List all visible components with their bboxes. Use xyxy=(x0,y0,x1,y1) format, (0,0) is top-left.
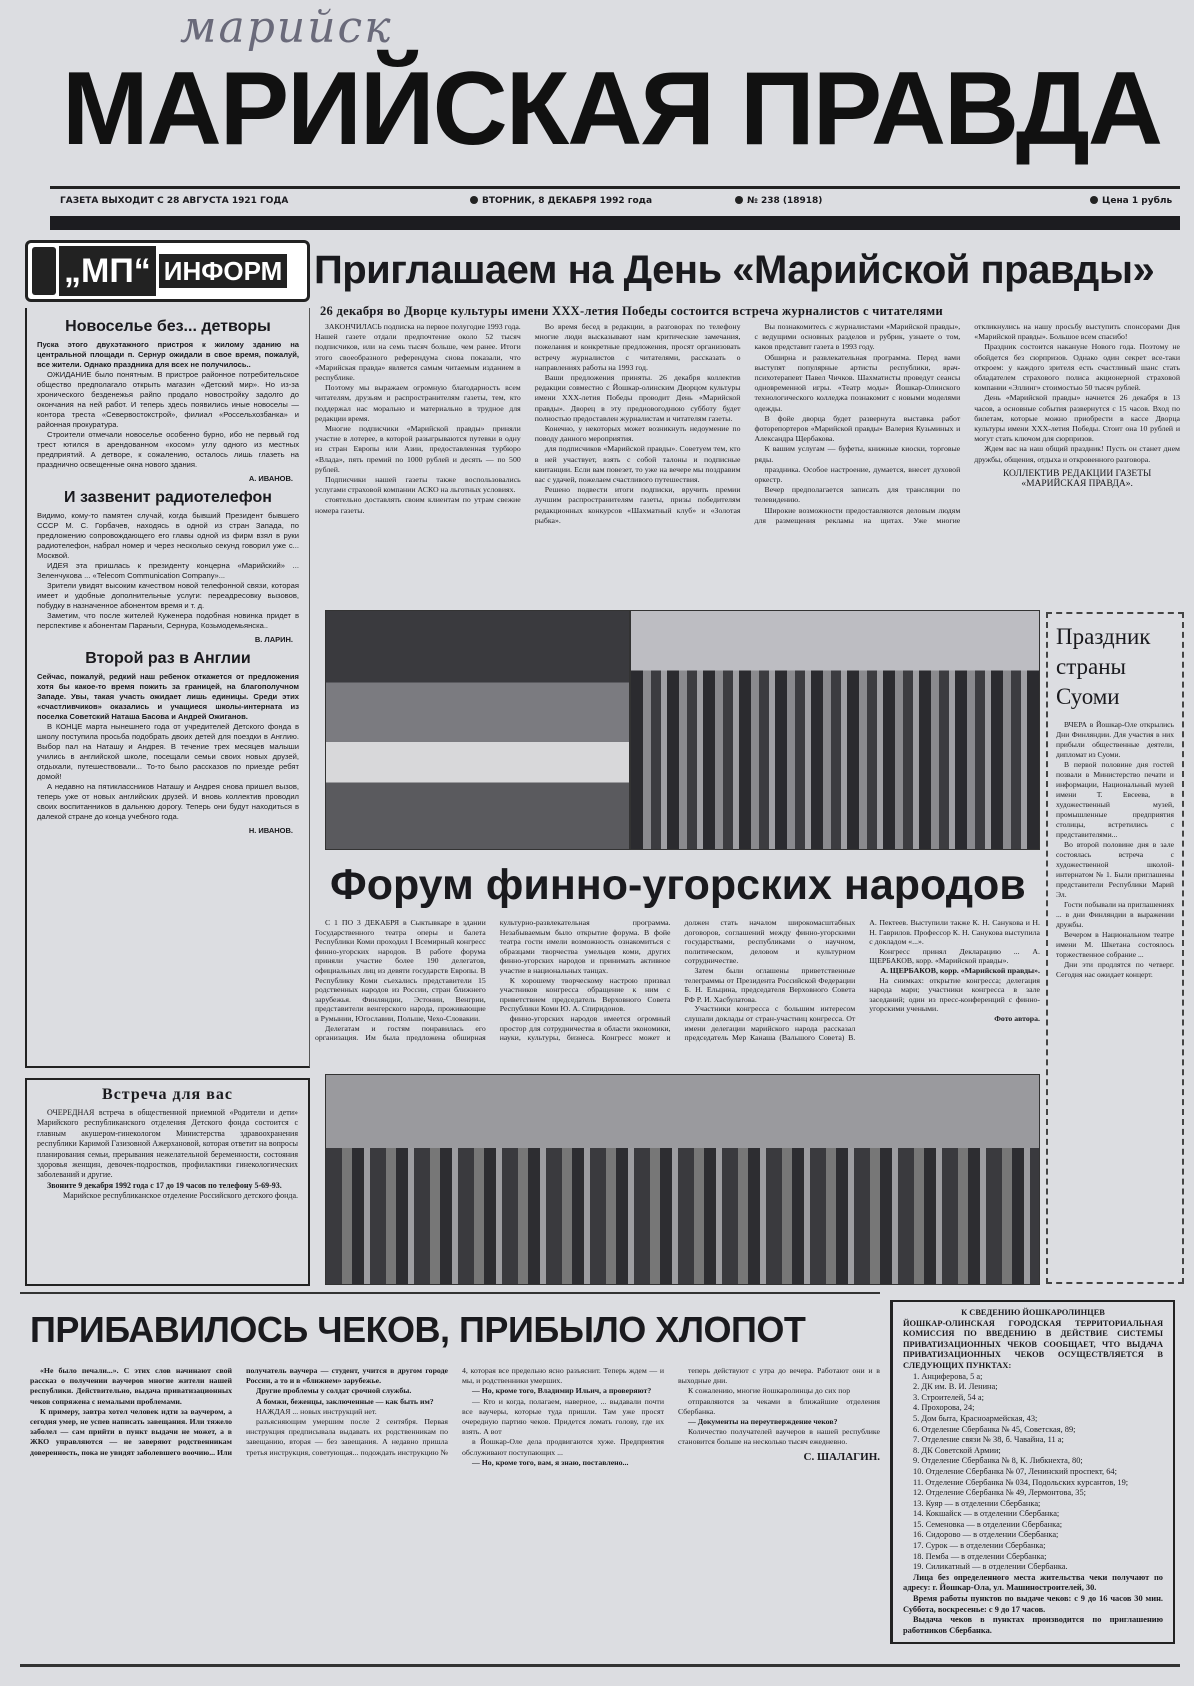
article-title: Праздник страны Суоми xyxy=(1056,624,1151,709)
paragraph: Поэтому мы выражаем огромную благодарность всем читателям, друзьям и распространителям газеты, тем, кто поддержал нас морально и материально в трудное для редакции время. xyxy=(315,383,521,423)
den-mp-body xyxy=(315,322,1180,526)
mp-inform-column xyxy=(25,308,310,1068)
article-paragraph: ОЧЕРЕДНАЯ встреча в общественной приемной «Родители и дети» Марийского республиканского отделения Детского фонда состоится с главным акушером-гинекологом Министерства здравоохранения республики Каримой Газизовной Ажерхановой, которая ответит на вопросы планирования семьи, прерывания нежелательной беременности, состояния здоровья женщин, девочек-подростков, профилактики гинекологических заболеваний и другие. xyxy=(37,1108,298,1180)
list-item: 15. Семеновка — в отделении Сбербанка; xyxy=(913,1519,1063,1529)
article-signature: Н. ИВАНОВ. xyxy=(248,826,293,835)
list-item: 19. Силикатный — в отделении Сбербанка. xyxy=(913,1562,1068,1572)
headline-den-mp: Приглашаем на День «Марийской правды» xyxy=(314,248,1155,292)
article-signature: С. ШАЛАГИН. xyxy=(803,1450,880,1463)
paragraph: Конечно, у некоторых может возникнуть недоумение по поводу данного мероприятия. xyxy=(534,424,741,444)
article-paragraph: ИДЕЯ эта пришлась к президенту концерна «Марийский» ... Зеленчукова ... «Telecom Communication Company»... xyxy=(37,561,299,580)
paragraph: стоятельно доставлять своим клиентам по утрам свежие номера газеты. xyxy=(315,495,521,515)
divider xyxy=(20,1664,1180,1667)
paragraph: теперь действуют с утра до вечера. Работают они и в выходные дни. xyxy=(678,1366,880,1386)
notice-paragraph: Выдача чеков в пунктах производится по приглашению работников Сбербанка. xyxy=(903,1615,1163,1635)
bullet-icon xyxy=(470,196,478,204)
paragraph: С 1 ПО 3 ДЕКАБРЯ в Сыктывкаре в здании Государственного театра оперы и балета Республики Коми проходил I Всемирный конгресс финно-угорских народов. В работе форума приняли участие более 190 делегатов, официальных лиц из девяти государств Европы. В Республику Коми съехались представители 15 родственных народов из России, стран ближнего зарубежья. Финляндии, Эстонии, Венгрии, представители венгерского народа, проживающие в Румынии, Югославии, Польше, Чехо-Словакии. xyxy=(315,918,486,1023)
suomi-box xyxy=(1046,612,1184,1284)
paragraph: Широкие возможности предоставляются деловым людям для размещения рекламы на щитах. Уже многие откликнулись на нашу просьбу выступить спонсорами Дня «Марийской правды». Большое всем спасибо! xyxy=(754,322,1180,525)
masthead-bar xyxy=(50,216,1180,230)
article-paragraph: ОЖИДАНИЕ было понятным. В пристрое районное потребительское общество предполагало открыть магазин «Детский мир». Но из-за хронического безденежья райпо продало новостройку задолго до окончания на ней работ. И теперь здесь появились иные новоселы — контора треста «Севервостокстрой», филиал «Россельхозбанка» и районная прокуратура. xyxy=(37,370,299,429)
paragraph: в Йошкар-Оле дела продвигаются хуже. Предприятия обслуживают поступающих ... xyxy=(462,1437,664,1457)
logo-mp: „МП“ xyxy=(59,246,156,296)
paragraph: Вечером в Национальном театре имени М. Шкетана состоялось торжественное собрание ... xyxy=(1056,930,1174,959)
mp-inform-logo xyxy=(25,240,310,302)
paragraph: — Документы на переутверждение чеков? xyxy=(688,1417,838,1427)
list-item: 3. Строителей, 54 а; xyxy=(913,1392,984,1402)
issue-number xyxy=(735,196,822,206)
paragraph: Вечер предполагается записать для трансляции по телевидению. xyxy=(754,485,961,505)
divider xyxy=(20,1292,880,1294)
notice-heading-text: ЙОШКАР-ОЛИНСКАЯ ГОРОДСКАЯ ТЕРРИТОРИАЛЬНАЯ КОМИССИЯ ПО ВВЕДЕНИЮ В ДЕЙСТВИЕ СИСТЕМЫ ПРИВАТИЗАЦИОННЫХ ЧЕКОВ СООБЩАЕТ, ЧТО ВЫДАЧА ПРИВАТИЗАЦИОННЫХ ЧЕКОВ ОСУЩЕСТВЛЯЕТСЯ В СЛЕДУЮЩИХ ПУНКТАХ: xyxy=(903,1318,1163,1370)
paragraph: Ваши предложения приняты. 26 декабря коллектив редакции совместно с Йошкар-олинским Дворцом культуры имени XXX-летия Победы проводит День «Марийской правды». Дворец в эту предновогоднюю субботу будет полностью предоставлен журналистам и читателям газеты. xyxy=(534,373,741,423)
call-info: Звоните 9 декабря 1992 года с 17 до 19 часов по телефону 5-69-93. xyxy=(47,1180,282,1190)
paragraph: для подписчиков «Марийской правды». Советуем тем, кто в ней участвует, взять с собой талоны и подписные квитанции. Если вам повезет, то уже на вечере мы поздравим вас с удачей, пожелаем счастливого путешествия. xyxy=(534,444,741,485)
list-item: 11. Отделение Сбербанка № 034, Подольских курсантов, 19; xyxy=(913,1477,1129,1487)
article-title: Новоселье без... детворы xyxy=(65,318,271,335)
paragraph: К вашим услугам — буфеты, книжные киоски, торговые ряды. xyxy=(754,444,961,464)
paragraph: Обширна и развлекательная программа. Перед вами выступят популярные артисты республики, врач-психотерапевт Павел Чичков. Шахматисты проведут сеансы одновременной игры. «Театр моды» Йошкар-Олинского технологического колледжа познакомит с новыми моделями одежды. xyxy=(754,352,961,413)
article-signature: А. ЩЕРБАКОВ, корр. «Марийской правды». xyxy=(880,965,1040,975)
article-lead: Видимо, кому-то памятен случай, когда бывший Президент бывшего СССР М. С. Горбачев, находясь в одной из стран Запада, по предложению сопровождающего его главы одной из фирм взял в руки радиотелефон, набрал номер и через несколько секунд говорил уже с... Москвой. xyxy=(37,511,299,560)
photo-congress-presidium xyxy=(325,610,630,850)
article-title: И зазвенит радиотелефон xyxy=(64,489,272,506)
paragraph: «Не было печали...». С этих слов начинают свой рассказ о получении ваучеров многие жители нашей республики. Действительно, выдача приватизационных чеков сопряжена с немалыми проблемами. xyxy=(30,1366,232,1406)
list-item: 17. Сурок — в отделении Сбербанка; xyxy=(913,1541,1046,1551)
article-paragraph: Зрители увидят высоким качеством новой телефонной связи, которая имеет и удобные дополнительные услуги: переадресовку вызовов, побудку в назначенное абонентом время и т. д. xyxy=(37,581,299,610)
headline-forum: Форум финно-угорских народов xyxy=(330,861,1026,909)
paragraph: НАЖДАЯ ... новых инструкций нет. xyxy=(256,1406,377,1416)
article-novoselie xyxy=(37,318,299,483)
divider xyxy=(50,186,1180,189)
article-lead: Сейчас, пожалуй, редкий наш ребенок откажется от предложения хотя бы какое-то время пожить за границей, на благополучном Западе. Увы, такая участь ожидает лишь единицы. Среди этих «счастливчиков» оказались и учащиеся школы-интерната из поселка Советский Наташа Басова и Андрей Ожиганов. xyxy=(37,672,299,721)
photo-credit: Фото автора. xyxy=(994,1013,1040,1023)
article-lead: Пуска этого двухэтажного пристроя к жилому зданию на центральной площади п. Сернур ожидали в свое время, пожалуй, все жители. Однако праздника для всех не получилось.. xyxy=(37,340,299,369)
article-signature: Марийское республиканское отделение Российского детского фонда. xyxy=(62,1191,298,1201)
list-item: 6. Отделение Сбербанка № 45, Советская, 89; xyxy=(913,1424,1076,1434)
paragraph: ЗАКОНЧИЛАСЬ подписка на первое полугодие 1993 года. Нашей газете отдали предпочтение около 52 тысяч подписчиков, или на семь тысяч больше, чем ранее. Итоги этого своеобразного референдума снова показали, что «Марийская правда» является самым читаемым изданием в республике. xyxy=(315,322,521,383)
paragraph: Подписчики нашей газеты также воспользовались услугами страховой компании АСКО на льготных условиях. xyxy=(315,475,521,495)
list-item: 2. ДК им. В. И. Ленина; xyxy=(913,1382,998,1392)
list-item: 5. Дом быта, Красноармейская, 43; xyxy=(913,1413,1038,1423)
paragraph: Ждем вас на наш общий праздник! Пусть он станет днем дружбы, общения, отдыха и откровенного разговора. xyxy=(974,444,1180,464)
handwritten-note: марийск xyxy=(180,2,393,53)
article-title: Второй раз в Англии xyxy=(85,650,251,667)
list-item: 1. Анциферова, 5 а; xyxy=(913,1371,983,1381)
article-paragraph: Заметим, что после жителей Куженера подобная новинка придет в перспективе к абонентам Параньги, Сернура, Козьмодемьянска.. xyxy=(37,611,299,630)
paragraph: К хорошему творческому настрою призвал участников конгресса обращение к ним с приветствием председатель Верховного Совета Республики Коми Ю. А. Спиридонов. xyxy=(499,975,671,1014)
paragraph: Во время бесед в редакции, в разговорах по телефону многие люди высказывают нам критические замечания, пожелания и конкретные предложения, просят организовать встречу журналистов с читателями, рассказать о направлениях работы на 1993 год. xyxy=(534,322,741,372)
photo-congress-hall xyxy=(325,1074,1040,1285)
article-paragraph: В КОНЦЕ марта нынешнего года от учредителей Детского фонда в школу поступила просьба подобрать двоих детей для поездки в Англию. Выбор пал на Наташу и Андрея. В течение трех месяцев малыши учились в английской школе, посещали семьи своих новых друзей, отдыхали, путешествовали... То-то было рассказов по приезде ребят домой! xyxy=(37,722,299,781)
paragraph: Гости побывали на приглашениях ... в дни Финляндии в выражении дружбы. xyxy=(1056,900,1174,929)
list-item: 12. Отделение Сбербанка № 49, Лермонтова, 35; xyxy=(913,1488,1086,1498)
paragraph: В фойе дворца будет развернута выставка работ фоторепортеров «Марийской правды» Валерия Кузьминых и Александра Щербакова. xyxy=(754,413,961,444)
article-anglia xyxy=(37,650,299,835)
points-list xyxy=(903,1372,1163,1573)
paragraph: — Но, кроме того, вам, я знаю, поставлено... xyxy=(472,1457,629,1467)
paragraph: Вы познакомитесь с журналистами «Марийской правды», с ведущими основных разделов и рубрик, узнаете о том, каков представит газета в 1993 году. xyxy=(754,322,961,352)
paragraph: Участники конгресса с большим интересом слушали доклады от стран-участниц конгресса. От имени делегации марийского народа рассказал председатель Мер Канаша (Вальшого Совета) В. А. Пектеев. Выступили также К. Н. Санукова и Н. Н. Гаврилов. Профессор К. Н. Санукова выступила с докладом «...». xyxy=(684,918,1040,1043)
notice-box xyxy=(890,1300,1175,1644)
paragraph: разъясняющим умершим после 2 сентября. Первая инструкция предписывала выдавать их родственникам по завещанию, вторая — без завещания. А недавно пришла третья инструкция, советующая... подождать инструкцию № 4, которая все предельно ясно разъяснит. Теперь ждем — и мы, и родственники умерших. xyxy=(246,1366,664,1457)
photo-congress-delegation xyxy=(630,610,1040,850)
price xyxy=(1090,196,1172,206)
list-item: 18. Пемба — в отделении Сбербанка; xyxy=(913,1551,1047,1561)
paragraph: Многие подписчики «Марийской правды» приняли участие в лотерее, в которой разыгрываются путевки в одну из стран Европы или Азии, предоставленная турбюро «Влада», пять премий по 1000 рублей и десять — по 500 рублей. xyxy=(315,424,521,474)
article-paragraph: А недавно на пятиклассников Наташу и Андрея снова пришел вызов, теперь уже от новых английских друзей. И вновь коллектив проводил своих воспитанников в дальнюю дорогу. Теперь они будут находиться в далекой стране до конца учебного года. xyxy=(37,782,299,821)
list-item: 14. Кокшайск — в отделении Сбербанка; xyxy=(913,1509,1060,1519)
price-text: Цена 1 рубль xyxy=(1102,196,1173,206)
paragraph: Праздник состоится накануне Нового года. Поэтому не обойдется без сюрпризов. Однако один секрет все-таки откроем: у каждого зрителя есть счастливый шанс стать обладателем страхового полиса акционерной страховой компании «Эллинг» стоимостью 50 тысяч рублей. xyxy=(974,342,1180,393)
notice-paragraph: Время работы пунктов по выдаче чеков: с 9 до 16 часов 30 мин. Суббота, воскресенье: с 9 до 17 часов. xyxy=(903,1594,1163,1614)
list-item: 4. Прохорова, 24; xyxy=(913,1403,975,1413)
vstrecha-box xyxy=(25,1078,310,1286)
paragraph: финно-угорских народов имеется огромный простор для сотрудничества в области экономики, науки, культуры, бизнеса. Конгресс может и должен стать началом широкомасштабных договоров, соглашений между финно-угорскими государствами, республиками о научном, политическом, деловом и культурном сотрудничестве. xyxy=(499,918,856,1043)
paragraph: — Кто и когда, полагаем, наверное, ... выдавали почти все ваучеры, которые туда пришли. Там уже просят очередную партию чеков. Придется ломать голову, где их взять. А вот xyxy=(462,1396,664,1437)
paragraph: День «Марийской правды» начнется 26 декабря в 13 часов, а основные события развернутся с 15 часов. Вход по билетам, которые можно приобрести в кассе Дворца культуры имени XXX-летия Победы. Стоит она 10 рублей и могут стать ключом для сюрпризов. xyxy=(974,393,1180,444)
forum-body xyxy=(315,918,1040,1043)
paragraph: отправляются за чеками в ближайшие отделения Сбербанка. xyxy=(678,1396,880,1416)
bullet-icon xyxy=(735,196,743,204)
paragraph: В первой половине дня гостей позвали в Министерство печати и информации, Национальный музей имени Т. Евсеева, в художественный музей, промышленные предприятия столицы, встретились с представителями... xyxy=(1056,760,1174,839)
article-paragraph: Строители отмечали новоселье особенно бурно, ибо не первый год трест ютился в арендованном «косом» углу одного из местных предприятий. А детворе, к сожалению, осталось лишь глазеть на празднично освещенные окна нового здания. xyxy=(37,430,299,469)
photo-caption: На снимках: открытие конгресса; делегация народа мари; участники конгресса в зале заседаний; один из пресс-конференций с финно-угорскими учеными. xyxy=(869,975,1040,1014)
paragraph: Делегатам и гостям понравилась его организация. Им была предложена обширная культурно-развлекательная программа. Незабываемым было открытие форума. В фойе театра гости имели возможность ознакомиться с образцами творчества умельцев коми, других финно-угорских народов и принимать активное участие в национальных танцах. xyxy=(315,918,671,1043)
cheki-body xyxy=(30,1366,880,1468)
founded-note: ГАЗЕТА ВЫХОДИТ С 28 АВГУСТА 1921 ГОДА xyxy=(60,196,289,206)
article-title: Встреча для вас xyxy=(102,1086,233,1103)
paragraph: А бомжи, беженцы, заключенные — как быть им? xyxy=(256,1396,434,1406)
pen-nib-icon xyxy=(32,247,56,295)
paragraph: К примеру, завтра хотел человек идти за ваучером, а сегодня умер, не успев написать завещания. Или тяжело заболел — сам прийти в пункт выдачи не может, а в ЖКО управляются — не заверяют родственникам доверенность, пока не увидят заболевшего воочию... Или получатель ваучера — студент, учится в другом городе России, а то и в «ближнем» зарубежье. xyxy=(30,1366,448,1457)
masthead-title: МАРИЙСКАЯ ПРАВДА xyxy=(62,51,1161,167)
paragraph: Количество получателей ваучеров в нашей республике становится больше на несколько тысяч ежедневно. xyxy=(678,1427,880,1447)
bullet-icon xyxy=(1090,196,1098,204)
paragraph: Во второй половине дня в зале состоялась встреча с художественной школой-интернатом № 1. Были приглашены представители Республики Марий Эл. xyxy=(1056,840,1174,899)
list-item: 13. Куяр — в отделении Сбербанка; xyxy=(913,1498,1041,1508)
list-item: 10. Отделение Сбербанка № 07, Ленинский проспект, 64; xyxy=(913,1466,1117,1476)
date-text: ВТОРНИК, 8 ДЕКАБРЯ 1992 года xyxy=(482,196,653,206)
headline-cheki: ПРИБАВИЛОСЬ ЧЕКОВ, ПРИБЫЛО ХЛОПОТ xyxy=(30,1309,806,1350)
issue-text: № 238 (18918) xyxy=(747,196,823,206)
paragraph: Конгресс принял Декларацию ... А. ЩЕРБАКОВ, корр. «Марийской правды». xyxy=(869,946,1040,966)
list-item: 9. Отделение Сбербанка № 8, К. Либкнехта, 80; xyxy=(913,1456,1083,1466)
list-item: 8. ДК Советской Армии; xyxy=(913,1445,1001,1455)
paragraph: Решено подвести итоги подписки, вручить премии лучшим распространителям газеты, призы победителям редакционных конкурсов «Шахматный клуб» и «Золотая рыбка». xyxy=(534,485,741,525)
notice-paragraph: Лица без определенного места жительства чеки получают по адресу: г. Йошкар-Ола, ул. Машиностроителей, 30. xyxy=(903,1572,1163,1593)
paragraph: праздника. Особое настроение, думается, внесет духовой оркестр. xyxy=(754,464,961,485)
paragraph: Затем были оглашены приветственные телеграммы от Президента Российской Федерации Б. Н. Ельцина, председателя Верховного Совета РФ Р. И. Хасбулатова. xyxy=(684,965,856,1004)
paragraph: К сожалению, многие йошкаролинцы до сих пор xyxy=(688,1386,851,1396)
paragraph: Другие проблемы у солдат срочной службы. xyxy=(256,1386,412,1396)
article-signature: В. ЛАРИН. xyxy=(254,635,293,644)
paragraph: — Но, кроме того, Владимир Ильич, а проверяют? xyxy=(472,1386,652,1396)
issue-date xyxy=(470,196,652,206)
list-item: 16. Сидорово — в отделении Сбербанка; xyxy=(913,1530,1059,1540)
notice-heading-title: К СВЕДЕНИЮ ЙОШКАРОЛИНЦЕВ xyxy=(961,1308,1105,1317)
list-item: 7. Отделение связи № 38, б. Чавайна, 11 а; xyxy=(913,1435,1064,1445)
article-signature: КОЛЛЕКТИВ РЕДАКЦИИ ГАЗЕТЫ «МАРИЙСКАЯ ПРАВДА». xyxy=(1002,468,1152,490)
subheadline: 26 декабря во Дворце культуры имени XXX-летия Победы состоится встреча журналистов с читателями xyxy=(320,304,943,318)
article-signature: А. ИВАНОВ. xyxy=(248,474,293,483)
paragraph: ВЧЕРА в Йошкар-Оле открылись Дни Финляндии. Для участия в них прибыли общественные деятели, дипломат из Суоми. xyxy=(1056,720,1174,759)
paragraph: Дни эти продлятся по четверг. Сегодня нас ожидает концерт. xyxy=(1056,960,1174,979)
notice-heading xyxy=(903,1308,1163,1372)
logo-inform: ИНФОРМ xyxy=(159,254,288,288)
article-radiotelefon xyxy=(37,489,299,644)
